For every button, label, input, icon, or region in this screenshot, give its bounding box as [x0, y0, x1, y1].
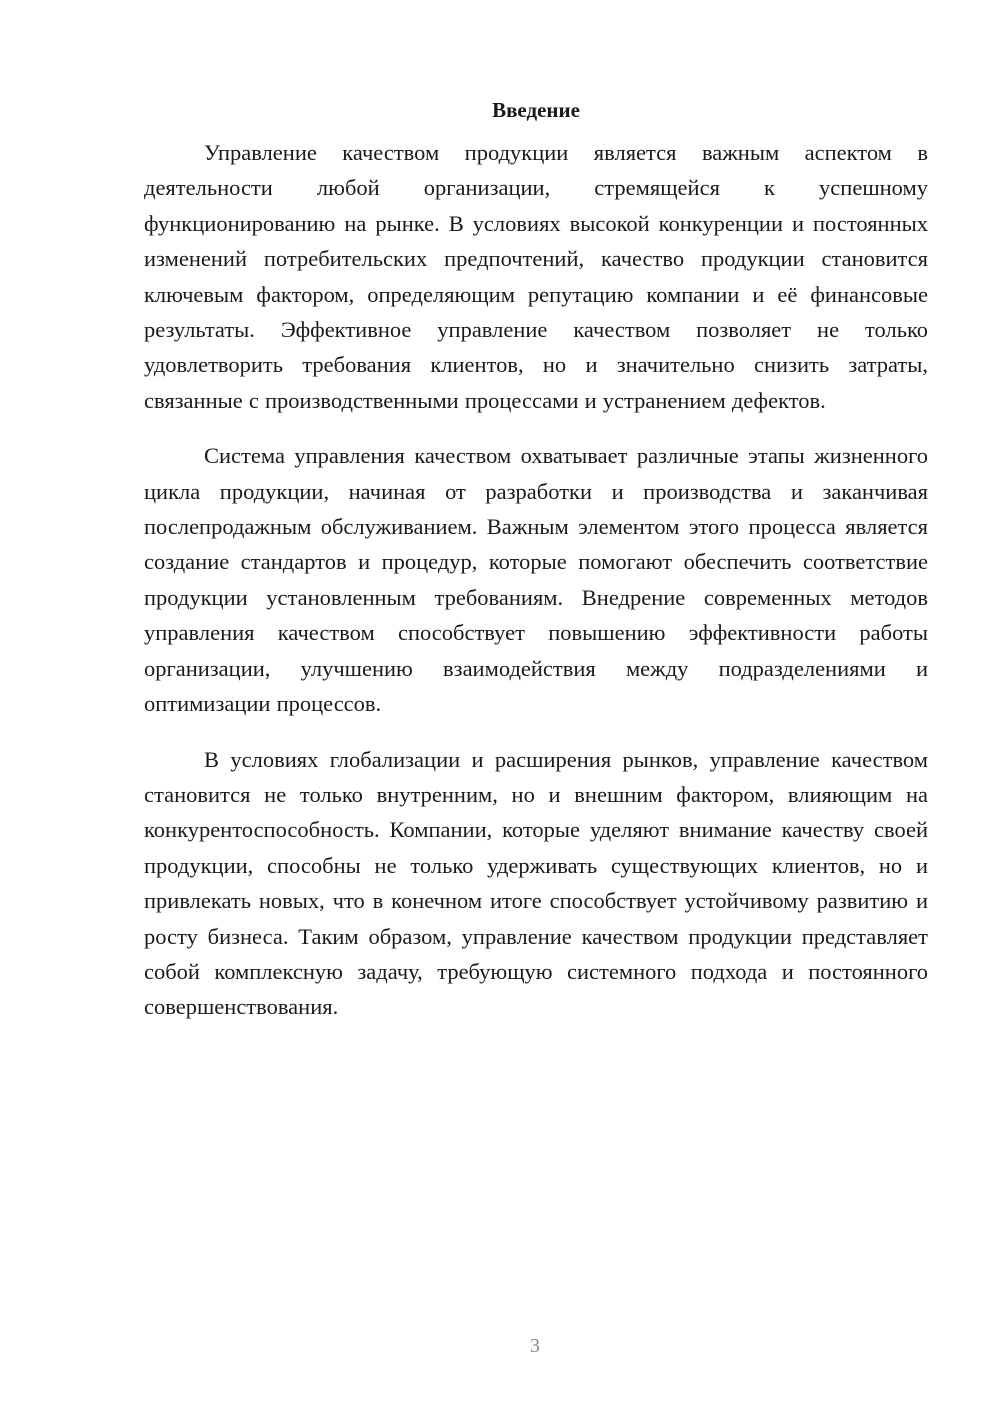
page-number: 3	[530, 1335, 540, 1357]
paragraph-2: Система управления качеством охватывает различные этапы жизненного цикла продукции, начиная от разработки и производства и заканчивая послепродажным обслуживанием. Важным элементом этого процесса является создание стандартов и процедур, которые помогают обеспечить соответствие продукции установленным требованиям. Внедрение современных методов управления качеством способствует повышению эффективности работы организации, улучшению взаимодействия между подразделениями и оптимизации процессов.	[144, 443, 928, 717]
paragraph-1: Управление качеством продукции является важным аспектом в деятельности любой организации, стремящейся к успешному функционированию на рынке. В условиях высокой конкуренции и постоянных изменений потребительских предпочтений, качество продукции становится ключевым фактором, определяющим репутацию компании и её финансовые результаты. Эффективное управление качеством позволяет не только удовлетворить требования клиентов, но и значительно снизить затраты, связанные с производственными процессами и устранением дефектов.	[144, 140, 928, 413]
section-heading: Введение	[492, 98, 580, 122]
paragraph-3: В условиях глобализации и расширения рынков, управление качеством становится не только внутренним, но и внешним фактором, влияющим на конкурентоспособность. Компании, которые уделяют внимание качеству своей продукции, способны не только удерживать существующих клиентов, но и привлекать новых, что в конечном итоге способствует устойчивому развитию и росту бизнеса. Таким образом, управление качеством продукции представляет собой комплексную задачу, требующую системного подхода и постоянного совершенствования.	[144, 746, 928, 1020]
page-content	[144, 94, 928, 1045]
